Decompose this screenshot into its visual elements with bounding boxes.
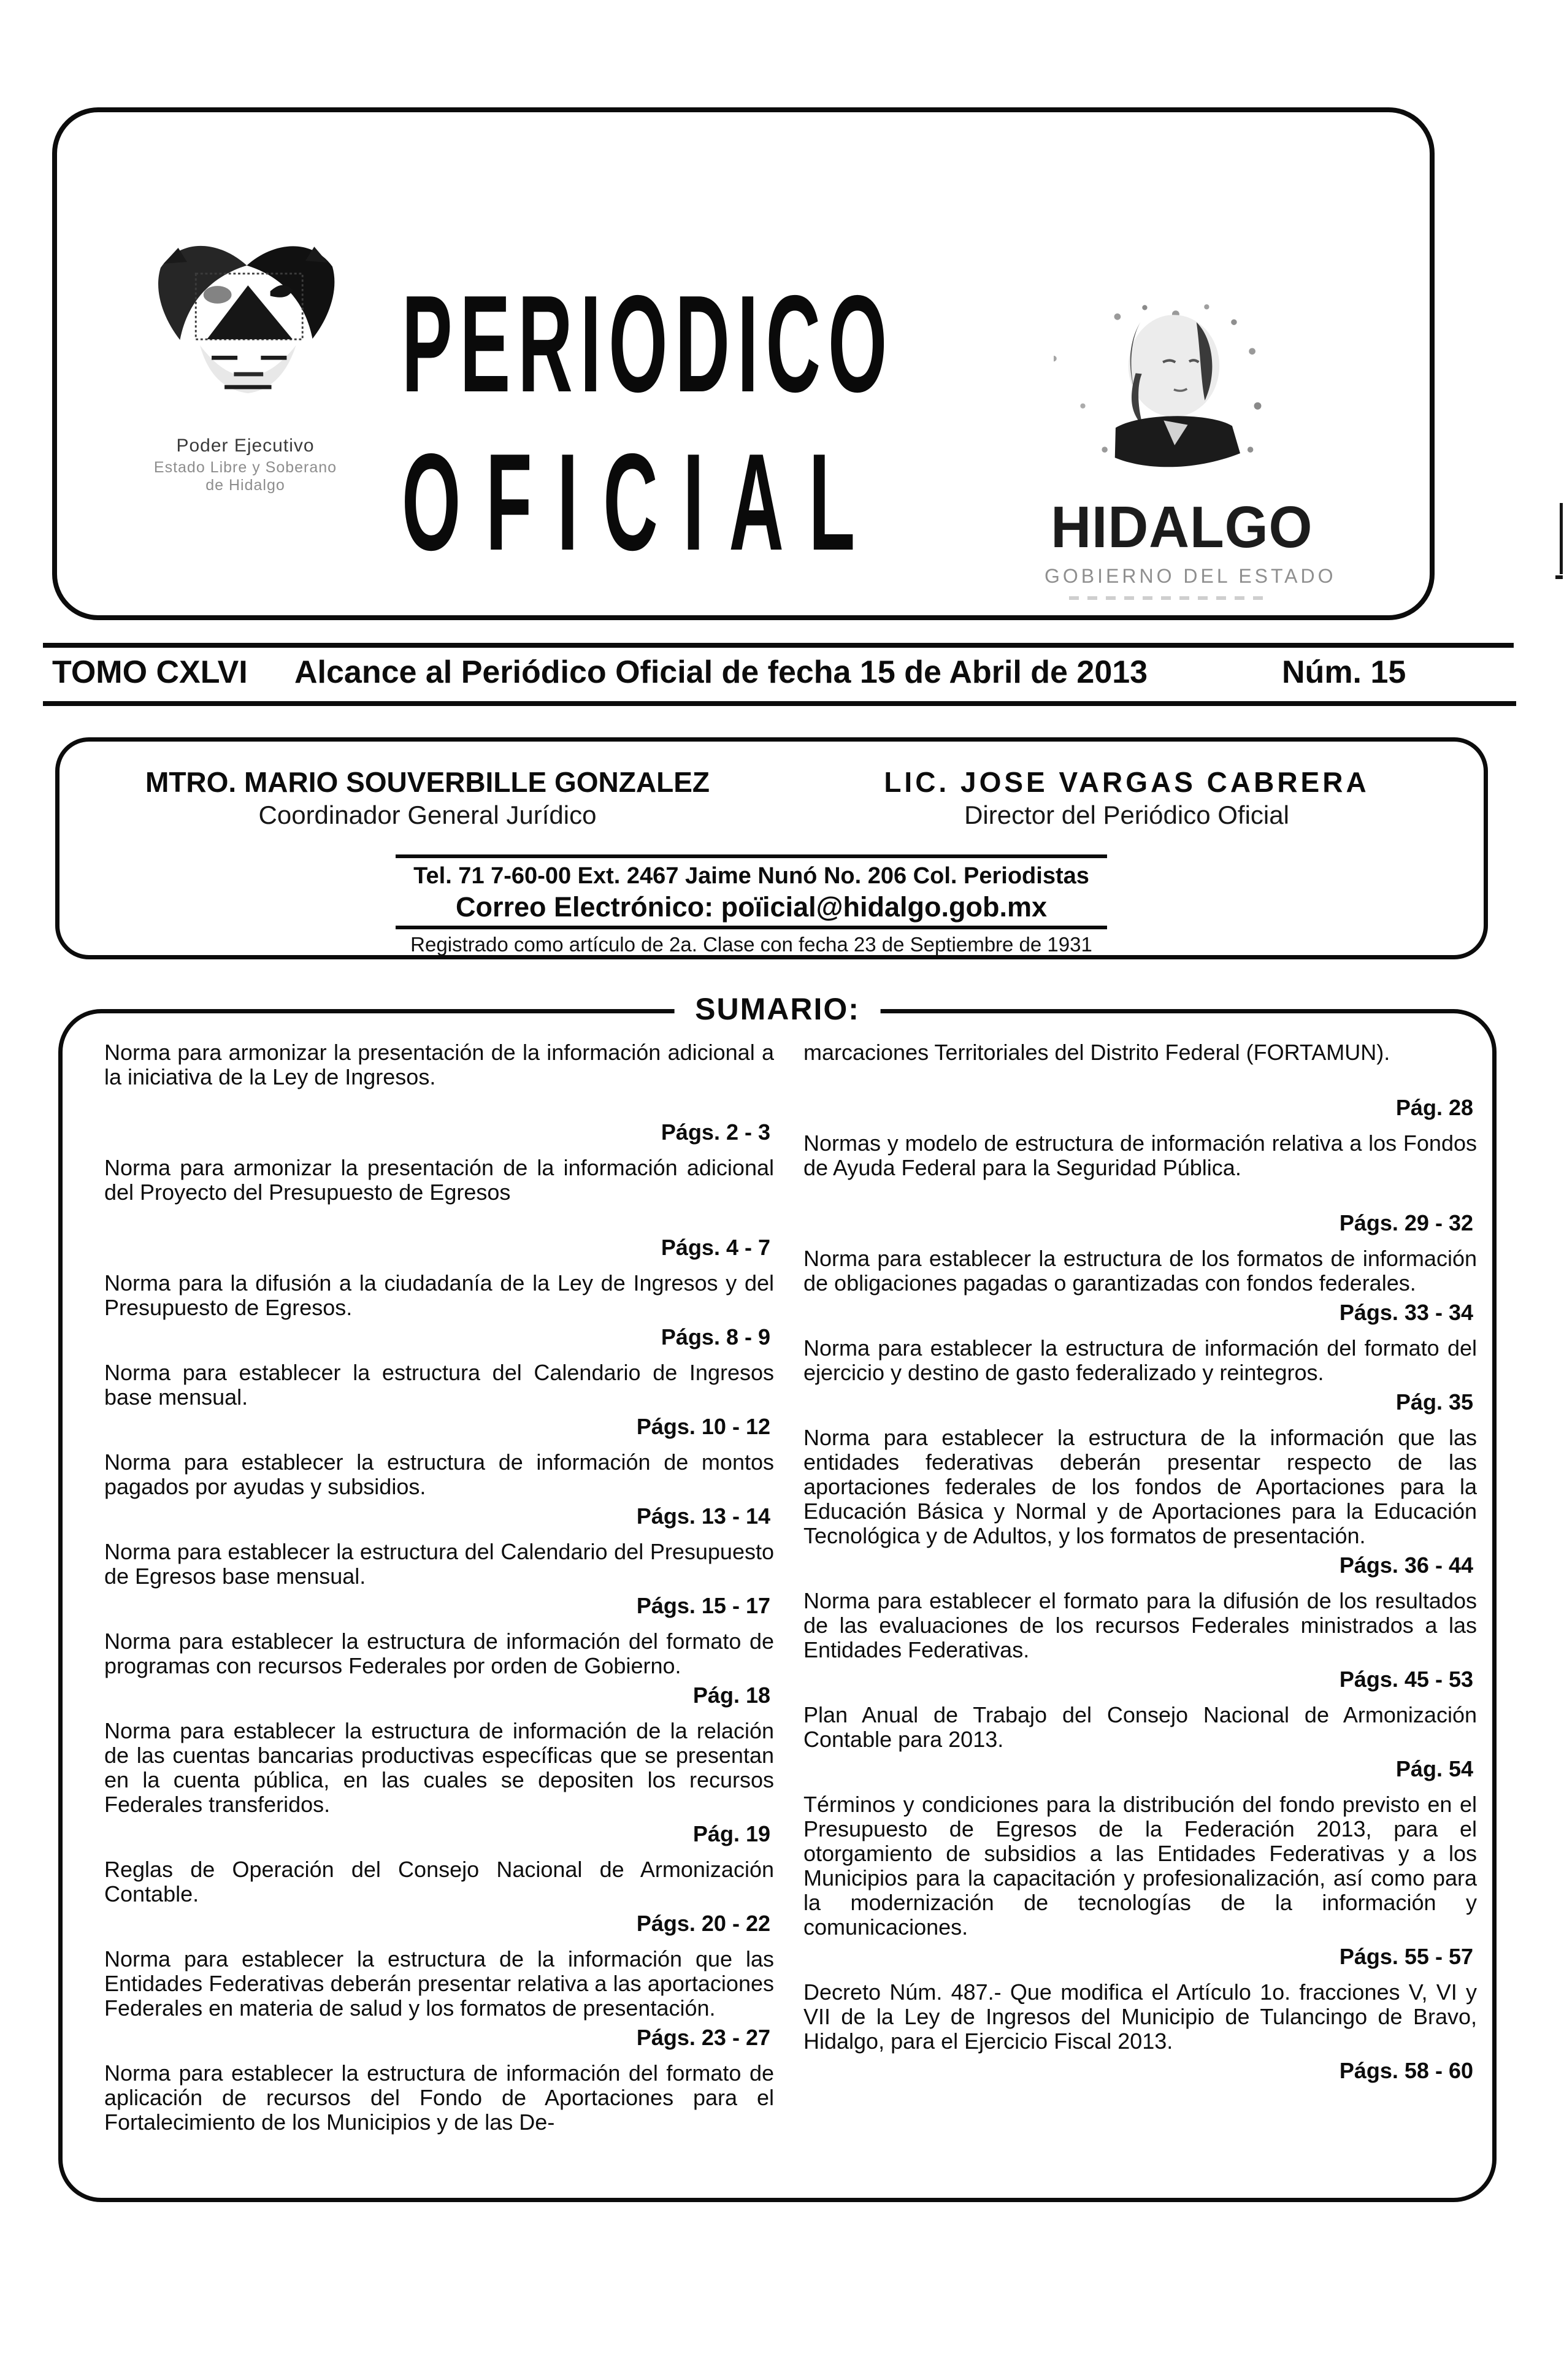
summary-entry (803, 1980, 1477, 2083)
official-role: Director del Periódico Oficial (964, 800, 1289, 829)
summary-entry (104, 1947, 774, 2050)
masthead-line2: OFICIAL (402, 424, 880, 579)
summary-entry-pages: Págs. 10 - 12 (636, 1414, 770, 1439)
summary-entry-text: Norma para armonizar la presentación de la información adicional a la iniciativa de la Ley de Ingresos. (104, 1040, 774, 1089)
summary-right-column (803, 1040, 1477, 2094)
summary-entry (803, 1703, 1477, 1781)
officials-divider-top (396, 854, 1107, 858)
summary-entry (803, 1426, 1477, 1578)
official-right (789, 765, 1464, 831)
volume-tome: TOMO CXLVI (52, 654, 248, 690)
official-role: Coordinador General Jurídico (258, 800, 597, 829)
summary-entry-pages: Pág. 28 (1395, 1095, 1473, 1120)
summary-entry-pages: Págs. 29 - 32 (1339, 1210, 1473, 1235)
masthead-box (52, 107, 1435, 620)
summary-entry (803, 1131, 1477, 1235)
summary-entry (104, 2061, 774, 2135)
seal-caption: de Hidalgo (205, 477, 285, 494)
summary-entry-pages: Págs. 8 - 9 (661, 1324, 770, 1349)
summary-entry (104, 1629, 774, 1708)
volume-title: Alcance al Periódico Oficial de fecha 15 de Abril de 2013 (294, 654, 1148, 690)
summary-entry (104, 1271, 774, 1349)
summary-entry-pages: Pág. 19 (692, 1821, 770, 1846)
summary-entry (104, 1450, 774, 1529)
summary-entry-text: Norma para establecer la estructura del Calendario de Ingresos base mensual. (104, 1360, 774, 1410)
summary-entry (104, 1361, 774, 1439)
summary-entry-text: Norma para establecer la estructura de información de montos pagados por ayudas y subsidios. (104, 1449, 774, 1499)
volume-bar-rule-bottom (43, 701, 1516, 706)
summary-entry-text: Términos y condiciones para la distribución del fondo previsto en el Presupuesto de Egresos de la Federación 2013, para el otorgamiento de subsidios a las Entidades Federativas y a los Municipios para la capacitación y profesionalización, así como para la modernización de tecnologías de la información y comunicaciones. (803, 1792, 1477, 1940)
summary-entry-pages: Págs. 55 - 57 (1339, 1944, 1473, 1969)
official-name: LIC. JOSE VARGAS CABRERA (884, 766, 1370, 798)
official-left (121, 765, 734, 831)
summary-entry-text: Norma para establecer la estructura de información del formato del ejercicio y destino de gasto federalizado y reintegros. (803, 1335, 1477, 1385)
volume-number: Núm. 15 (1282, 654, 1406, 690)
registration-line: Registrado como artículo de 2a. Clase con fecha 23 de Septiembre de 1931 (410, 933, 1092, 956)
hidalgo-portrait-icon (1054, 293, 1287, 489)
summary-entry-pages: Págs. 45 - 53 (1339, 1667, 1473, 1692)
hidalgo-logo-fineprint (1069, 596, 1271, 600)
hidalgo-logo-subtitle: GOBIERNO DEL ESTADO (1045, 565, 1336, 587)
summary-entry-pages: Págs. 20 - 22 (636, 1911, 770, 1936)
state-seal-block (144, 230, 347, 494)
summary-entry-text: Norma para establecer la estructura de la información que las entidades federativas deberán presentar respecto de las aportaciones federales de los fondos de Aportaciones para la Educación Básica y Normal y de Aportaciones para la Educación Tecnológica y de Adultos, y los formatos de presentación. (803, 1425, 1477, 1548)
summary-entry-pages: Págs. 2 - 3 (661, 1119, 770, 1145)
summary-entry-pages: Pág. 35 (1395, 1389, 1473, 1415)
summary-entry-text: Plan Anual de Trabajo del Consejo Nacional de Armonización Contable para 2013. (803, 1702, 1477, 1752)
summary-left-column (104, 1040, 774, 2146)
summary-entry (803, 1792, 1477, 1969)
summary-entry-text: marcaciones Territoriales del Distrito Federal (FORTAMUN). (803, 1040, 1390, 1065)
summary-entry (104, 1719, 774, 1846)
summary-entry-text: Norma para la difusión a la ciudadanía de la Ley de Ingresos y del Presupuesto de Egresos. (104, 1270, 774, 1320)
summary-entry-pages: Págs. 13 - 14 (636, 1503, 770, 1529)
summary-entry (104, 1040, 774, 1145)
volume-bar-rule-top (43, 643, 1514, 648)
officials-box (55, 737, 1488, 959)
summary-entry (104, 1156, 774, 1260)
summary-entry-text: Norma para establecer la estructura de información de la relación de las cuentas bancarias productivas específicas que se presentan en la cuenta pública, en las cuales se depositen los recursos Federales transferidos. (104, 1718, 774, 1817)
summary-entry-text: Norma para establecer la estructura de los formatos de información de obligaciones pagadas o garantizadas con fondos federales. (803, 1246, 1477, 1296)
summary-entry-pages: Págs. 23 - 27 (636, 2025, 770, 2050)
summary-entry (803, 1589, 1477, 1692)
officials-divider-bottom (396, 926, 1107, 929)
summary-entry-text: Norma para establecer la estructura de información del formato de aplicación de recursos del Fondo de Aportaciones para el Fortalecimiento de los Municipios y de las De- (104, 2060, 774, 2135)
summary-entry-text: Norma para armonizar la presentación de la información adicional del Proyecto del Presupuesto de Egresos (104, 1155, 774, 1205)
hidalgo-logo-block (1045, 293, 1336, 600)
summary-entry-pages: Pág. 54 (1395, 1756, 1473, 1781)
summary-entry (803, 1040, 1477, 1120)
summary-entry (104, 1540, 774, 1618)
official-name: MTRO. MARIO SOUVERBILLE GONZALEZ (145, 766, 710, 798)
summary-entry (803, 1336, 1477, 1415)
summary-entry-text: Norma para establecer el formato para la difusión de los resultados de las evaluaciones de los recursos Federales ministrados a las Entidades Federativas. (803, 1588, 1477, 1662)
summary-entry-pages: Págs. 33 - 34 (1339, 1300, 1473, 1325)
summary-entry-text: Decreto Núm. 487.- Que modifica el Artículo 1o. fracciones V, VI y VII de la Ley de Ingresos del Municipio de Tulancingo de Bravo, Hidalgo, para el Ejercicio Fiscal 2013. (803, 1979, 1477, 2054)
summary-entry-pages: Págs. 4 - 7 (661, 1235, 770, 1260)
summary-entry (803, 1246, 1477, 1325)
summary-entry-text: Normas y modelo de estructura de información relativa a los Fondos de Ayuda Federal para la Seguridad Pública. (803, 1130, 1477, 1180)
summary-entry (104, 1857, 774, 1936)
summary-entry-text: Reglas de Operación del Consejo Nacional de Armonización Contable. (104, 1857, 774, 1906)
phone-line: Tel. 71 7-60-00 Ext. 2467 Jaime Nunó No. 206 Col. Periodistas (413, 863, 1089, 889)
summary-box (58, 992, 1497, 2202)
summary-entry-pages: Págs. 58 - 60 (1339, 2058, 1473, 2083)
summary-entry-text: Norma para establecer la estructura del Calendario del Presupuesto de Egresos base mensual. (104, 1539, 774, 1589)
hidalgo-logo-title: HIDALGO (1051, 494, 1313, 560)
summary-entry-pages: Págs. 36 - 44 (1339, 1553, 1473, 1578)
seal-caption: Poder Ejecutivo (176, 436, 315, 456)
email-line: Correo Electrónico: poïicial@hidalgo.gob.mx (456, 891, 1047, 923)
summary-entry-pages: Págs. 15 - 17 (636, 1593, 770, 1618)
seal-caption: Estado Libre y Soberano (153, 459, 337, 476)
summary-entry-text: Norma para establecer la estructura de información del formato de programas con recursos Federales por orden de Gobierno. (104, 1629, 774, 1678)
scan-artifact-line (1560, 503, 1563, 574)
poder-ejecutivo-seal-icon (146, 230, 345, 426)
scan-artifact-tick (1555, 575, 1563, 579)
summary-entry-pages: Pág. 18 (692, 1683, 770, 1708)
summary-entry-text: Norma para establecer la estructura de la información que las Entidades Federativas deberán presentar relativa a las aportaciones Federales en materia de salud y los formatos de presentación. (104, 1946, 774, 2021)
masthead-line1: PERIODICO (402, 266, 895, 421)
summary-heading: SUMARIO: (674, 991, 881, 1027)
